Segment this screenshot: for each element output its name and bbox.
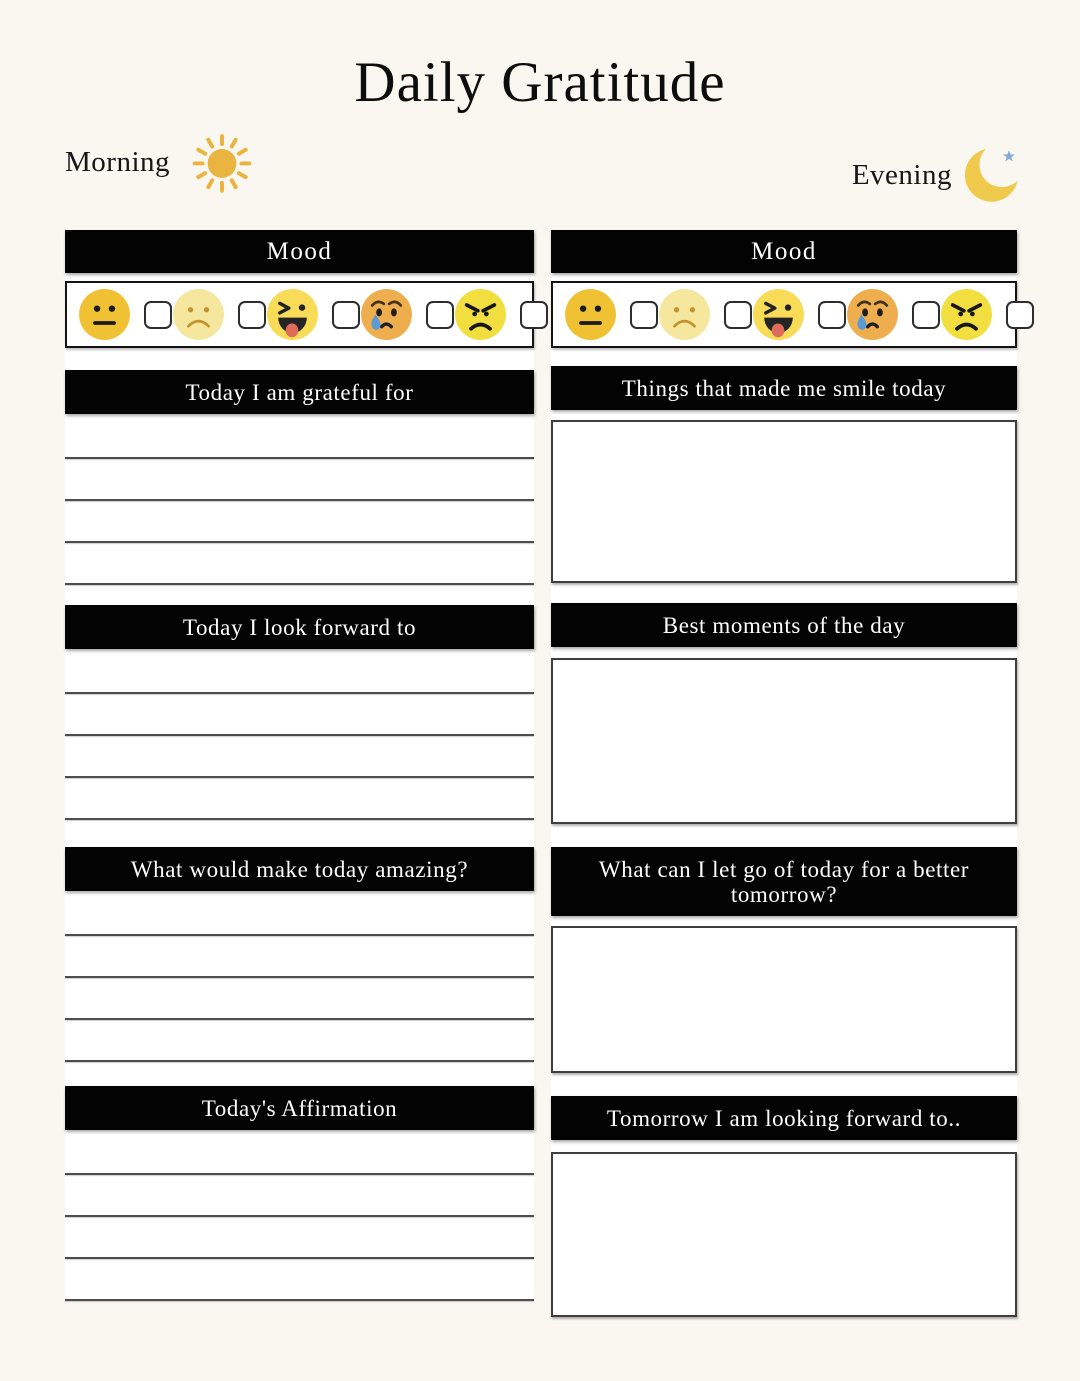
mood-option-angry bbox=[454, 288, 548, 341]
crying-mood-checkbox[interactable] bbox=[426, 301, 454, 329]
sad-face-emoji bbox=[658, 288, 711, 341]
writing-line[interactable] bbox=[65, 1215, 534, 1217]
laughing-face-emoji bbox=[752, 288, 805, 341]
mood-option-crying bbox=[846, 288, 940, 341]
evening-column bbox=[551, 230, 1017, 1317]
mood-option-laughing bbox=[752, 288, 846, 341]
neutral-mood-checkbox[interactable] bbox=[144, 301, 172, 329]
mood-option-neutral bbox=[564, 288, 658, 341]
neutral-face-emoji bbox=[78, 288, 131, 341]
sad-mood-checkbox[interactable] bbox=[238, 301, 266, 329]
mood-option-neutral bbox=[78, 288, 172, 341]
neutral-face-emoji bbox=[564, 288, 617, 341]
writing-line[interactable] bbox=[65, 1257, 534, 1259]
section-header-best-moments: Best moments of the day bbox=[551, 603, 1017, 647]
angry-face-emoji bbox=[940, 288, 993, 341]
tomorrow-entry-box[interactable] bbox=[551, 1152, 1017, 1317]
writing-line[interactable] bbox=[65, 934, 534, 936]
look-forward-writing-lines[interactable] bbox=[65, 692, 534, 820]
writing-line[interactable] bbox=[65, 499, 534, 501]
smile-entry-box[interactable] bbox=[551, 420, 1017, 583]
crying-mood-checkbox[interactable] bbox=[912, 301, 940, 329]
morning-column bbox=[65, 230, 534, 1301]
writing-line[interactable] bbox=[65, 818, 534, 820]
section-header-affirmation: Today's Affirmation bbox=[65, 1086, 534, 1130]
sad-face-emoji bbox=[172, 288, 225, 341]
columns bbox=[0, 230, 1080, 1317]
crying-face-emoji bbox=[846, 288, 899, 341]
mood-option-angry bbox=[940, 288, 1034, 341]
morning-mood-row bbox=[65, 281, 534, 348]
laughing-face-emoji bbox=[266, 288, 319, 341]
angry-mood-checkbox[interactable] bbox=[1006, 301, 1034, 329]
amazing-writing-lines[interactable] bbox=[65, 934, 534, 1062]
evening-label: Evening bbox=[851, 158, 952, 191]
writing-line[interactable] bbox=[65, 776, 534, 778]
morning-header bbox=[65, 126, 258, 198]
writing-line[interactable] bbox=[65, 1173, 534, 1175]
writing-line[interactable] bbox=[65, 734, 534, 736]
writing-line[interactable] bbox=[65, 1299, 534, 1301]
section-header-look-forward: Today I look forward to bbox=[65, 605, 534, 649]
laughing-mood-checkbox[interactable] bbox=[332, 301, 360, 329]
daypart-header-row bbox=[0, 126, 1080, 206]
morning-mood-header: Mood bbox=[65, 230, 534, 273]
affirmation-writing-lines[interactable] bbox=[65, 1173, 534, 1301]
section-header-grateful: Today I am grateful for bbox=[65, 370, 534, 414]
mood-option-sad bbox=[172, 288, 266, 341]
section-header-smile: Things that made me smile today bbox=[551, 366, 1017, 410]
evening-mood-row bbox=[551, 281, 1017, 348]
angry-face-emoji bbox=[454, 288, 507, 341]
neutral-mood-checkbox[interactable] bbox=[630, 301, 658, 329]
writing-line[interactable] bbox=[65, 976, 534, 978]
writing-line[interactable] bbox=[65, 457, 534, 459]
morning-label: Morning bbox=[65, 145, 170, 178]
section-header-amazing: What would make today amazing? bbox=[65, 847, 534, 891]
writing-line[interactable] bbox=[65, 692, 534, 694]
crying-face-emoji bbox=[360, 288, 413, 341]
section-header-let-go: What can I let go of today for a better tomorrow? bbox=[551, 847, 1017, 916]
writing-line[interactable] bbox=[65, 583, 534, 585]
mood-option-laughing bbox=[266, 288, 360, 341]
best-moments-entry-box[interactable] bbox=[551, 658, 1017, 824]
mood-option-crying bbox=[360, 288, 454, 341]
sad-mood-checkbox[interactable] bbox=[724, 301, 752, 329]
evening-header bbox=[852, 144, 1022, 206]
writing-line[interactable] bbox=[65, 541, 534, 543]
writing-line[interactable] bbox=[65, 1018, 534, 1020]
sun-icon bbox=[186, 126, 258, 198]
mood-option-sad bbox=[658, 288, 752, 341]
evening-mood-header: Mood bbox=[551, 230, 1017, 273]
section-header-tomorrow: Tomorrow I am looking forward to.. bbox=[551, 1096, 1017, 1140]
angry-mood-checkbox[interactable] bbox=[520, 301, 548, 329]
let-go-entry-box[interactable] bbox=[551, 926, 1017, 1073]
page-title: Daily Gratitude bbox=[354, 51, 726, 114]
grateful-writing-lines[interactable] bbox=[65, 457, 534, 585]
writing-line[interactable] bbox=[65, 1060, 534, 1062]
moon-icon bbox=[960, 144, 1022, 206]
laughing-mood-checkbox[interactable] bbox=[818, 301, 846, 329]
